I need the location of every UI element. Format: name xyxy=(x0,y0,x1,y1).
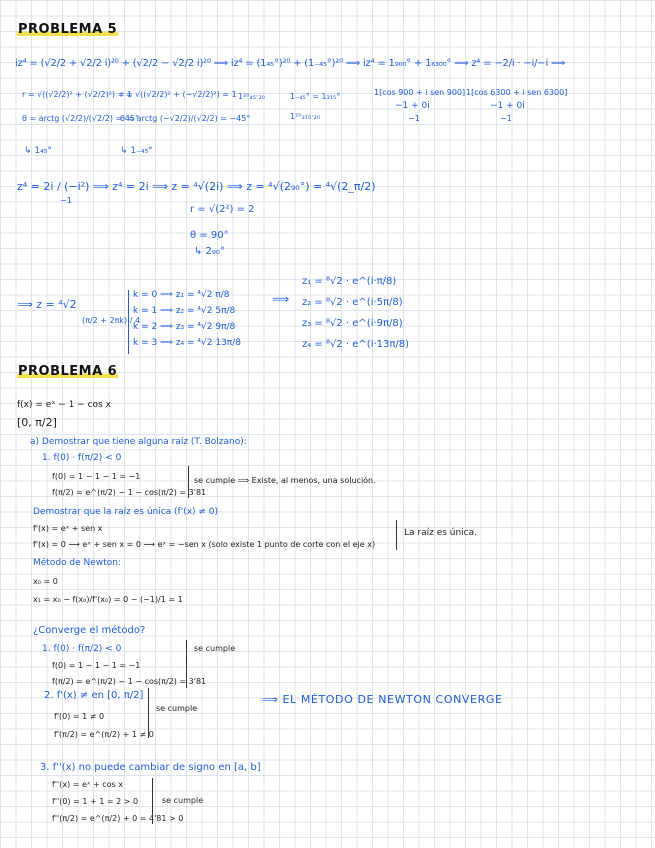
problem-5-title: PROBLEMA 5 xyxy=(18,22,118,37)
p5-modulus-1: r = √((√2/2)² + (√2/2)²) = 1 xyxy=(22,90,132,99)
p5-power-2: 1₋₄₅° = 1₃₁₅° xyxy=(290,92,341,101)
p5-arrow: ⟹ xyxy=(272,292,290,306)
p5-power-1: 1²⁰₄₅·₂₀ xyxy=(238,92,265,101)
p6-newton-x0: x₀ = 0 xyxy=(33,577,58,586)
p6-newton-heading: Método de Newton: xyxy=(33,558,121,568)
p6-brace-conv3 xyxy=(152,778,153,824)
p5-neg-1: −1 xyxy=(408,114,420,123)
p6-bolzano-f0: f(0) = 1 − 1 − 1 = −1 xyxy=(52,472,141,481)
p5-trig-form-2: 1[cos 6300 + i sen 6300] xyxy=(466,88,568,97)
p6-second-derivative-pi2: f''(π/2) = e^(π/2) + 0 = 4'81 > 0 xyxy=(52,814,184,823)
problem-6-title: PROBLEMA 6 xyxy=(18,364,118,379)
p6-second-derivative: f''(x) = eˣ + cos x xyxy=(52,780,123,789)
p6-function: f(x) = eˣ − 1 − cos x xyxy=(17,400,111,410)
p6-derivative-zero: f'(x) = 0 ⟶ eˣ + sen x = 0 ⟶ eˣ = −sen x (solo existe 1 punto de corte con el eje x) xyxy=(33,540,376,549)
p5-root-formula: ⟹ z = ⁴√2 xyxy=(17,298,77,311)
p5-modulus-2: r = √((√2/2)² + (−√2/2)²) = 1 xyxy=(120,90,237,99)
p6-conv-fp0: f'(0) = 1 ≠ 0 xyxy=(54,712,105,721)
p5-solution-z2: z₂ = ⁸√2 · e^(i·5π/8) xyxy=(302,297,403,308)
p5-main-equation: iz⁴ = (√2/2 + √2/2 i)²⁰ + (√2/2 − √2/2 i)²⁰ ⟹ iz⁴ = (1₄₅°)²⁰ + (1₋₄₅°)²⁰ ⟹ iz⁴ = 1₉₀₀° + 1₆₃₀₀° ⟹ z⁴ = −2/i · −i/−i ⟹ xyxy=(15,58,566,69)
p6-conv-fppi2: f'(π/2) = e^(π/2) + 1 ≠ 0 xyxy=(54,730,154,739)
p5-solution-z1: z₁ = ⁸√2 · e^(i·π/8) xyxy=(302,276,397,287)
p6-conv-1: 1. f(0) · f(π/2) < 0 xyxy=(42,644,122,654)
p6-conv-result-2: se cumple xyxy=(156,704,198,713)
p6-conv-fpi2: f(π/2) = e^(π/2) − 1 − cos(π/2) = 3'81 xyxy=(52,677,207,686)
p6-bolzano-1: 1. f(0) · f(π/2) < 0 xyxy=(42,453,122,463)
p6-conv-2: 2. f'(x) ≠ en [0, π/2] xyxy=(44,690,144,701)
p5-power-3: 1²⁰₃₁₅·₂₀ xyxy=(290,112,321,121)
p5-polar-1: ↳ 1₄₅° xyxy=(24,146,52,156)
p6-conv-3: 3. f''(x) no puede cambiar de signo en [a, b] xyxy=(40,762,261,773)
p5-argument-2: θ = arctg (−√2/2)/(√2/2) = −45° xyxy=(120,114,251,123)
p6-conclusion: ⟹ EL MÉTODO DE NEWTON CONVERGE xyxy=(262,693,503,706)
p5-neg-2: −1 xyxy=(500,114,512,123)
p5-k1: k = 1 ⟹ z₂ = ⁴√2 5π/8 xyxy=(133,306,236,316)
p5-k0: k = 0 ⟹ z₁ = ⁴√2 π/8 xyxy=(133,290,230,300)
p5-z4-equation: z⁴ = 2i / (−i²) ⟹ z⁴ = 2i ⟹ z = ⁴√(2i) ⟹ z = ⁴√(2₉₀°) = ⁴√(2_π/2) xyxy=(17,180,376,193)
p6-conv-result-1: se cumple xyxy=(194,644,236,653)
p6-second-derivative-0: f''(0) = 1 + 1 = 2 > 0 xyxy=(52,797,139,806)
p5-k2: k = 2 ⟹ z₃ = ⁴√2 9π/8 xyxy=(133,322,236,332)
p6-conv-result-3: se cumple xyxy=(162,796,204,805)
p5-brace-roots xyxy=(128,290,129,354)
p5-solution-z3: z₃ = ⁸√2 · e^(i·9π/8) xyxy=(302,318,403,329)
p6-bolzano-result: se cumple ⟹ Existe, al menos, una solución. xyxy=(194,476,376,485)
p5-sum-1: −1 + 0i xyxy=(395,101,430,111)
p6-brace-unique xyxy=(396,520,397,550)
p5-argument-1: θ = arctg (√2/2)/(√2/2) = 45° xyxy=(22,114,139,123)
p5-polar-2: ↳ 1₋₄₅° xyxy=(120,146,153,156)
p6-conv-f0: f(0) = 1 − 1 − 1 = −1 xyxy=(52,661,141,670)
p6-convergence-heading: ¿Converge el método? xyxy=(33,625,146,636)
p6-uniqueness-heading: Demostrar que la raíz es única (f'(x) ≠ 0) xyxy=(33,507,219,517)
p5-trig-form-1: 1[cos 900 + i sen 900] xyxy=(374,88,466,97)
p6-derivative: f'(x) = eˣ + sen x xyxy=(33,524,103,533)
p6-bolzano-heading: a) Demostrar que tiene alguna raíz (T. Bolzano): xyxy=(30,437,247,447)
p5-root-argument: (π/2 + 2πk) / 4 xyxy=(82,316,141,325)
p5-solution-z4: z₄ = ⁸√2 · e^(i·13π/8) xyxy=(302,339,410,350)
p6-interval: [0, π/2] xyxy=(17,416,57,429)
p6-brace-bolzano xyxy=(188,466,189,498)
p5-k3: k = 3 ⟹ z₄ = ⁴√2 13π/8 xyxy=(133,338,241,348)
p5-modulus-2i: r = √(2²) = 2 xyxy=(190,204,255,215)
p6-unique-result: La raíz es única. xyxy=(404,528,478,538)
p6-brace-conv2 xyxy=(148,688,149,738)
p5-polar-2-90: ↳ 2₉₀° xyxy=(194,246,225,257)
p6-brace-conv1 xyxy=(186,640,187,688)
p5-minus-one: −1 xyxy=(60,196,72,205)
p5-sum-2: −1 + 0i xyxy=(490,101,525,111)
p6-newton-x1: x₁ = x₀ − f(x₀)/f'(x₀) = 0 − (−1)/1 = 1 xyxy=(33,595,183,604)
p6-bolzano-fpi2: f(π/2) = e^(π/2) − 1 − cos(π/2) = 3'81 xyxy=(52,488,207,497)
p5-angle-90: θ = 90° xyxy=(190,230,229,241)
